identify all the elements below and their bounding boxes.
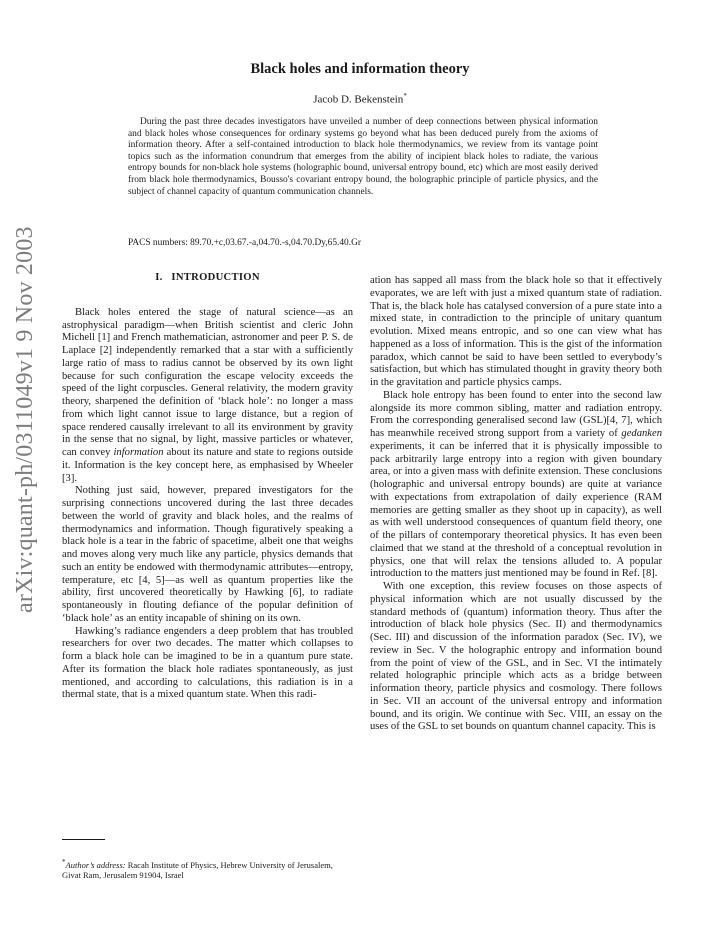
section-heading bbox=[62, 272, 353, 285]
paragraph: Hawking’s radiance engenders a deep problem that has troubled researchers for over two decades. The matter which collapses to form a black hole can be imagined to be in a quantum pure state. After its formation the black hole radiates spontaneously, as just mentioned, and according to calculations, this radiation is in a thermal state, that is a mixed quantum state. When this radi- bbox=[62, 625, 353, 701]
author-name: Jacob D. Bekenstein bbox=[313, 93, 404, 106]
pacs-numbers: PACS numbers: 89.70.+c,03.67.-a,04.70.-s,04.70.Dy,65.40.Gr bbox=[128, 238, 361, 248]
right-column bbox=[370, 275, 662, 734]
footnote bbox=[62, 857, 353, 881]
emphasis: information bbox=[113, 447, 164, 458]
paragraph: Black holes entered the stage of natural science—as an astrophysical paradigm—when British scientist and cleric John Michell [1] and French mathematician, astronomer and peer P. S. de Laplace [2] independently remarked that a star with a sufficiently large ratio of mass to radius cannot be observed by its own light because for such configuration the escape velocity exceeds the speed of the light corpuscles. General relativity, the modern gravity theory, sharpened the definition of ‘black hole’: no longer a mass from which light cannot issue to large distance, but a region of space rendered causally irrelevant to all its environment by gravity in the sense that no signal, by light, massive particles or whatever, can convey information about its nature and state to regions outside it. Information is the key concept here, as emphasised by Wheeler [3]. bbox=[62, 306, 353, 484]
paper-title: Black holes and information theory bbox=[250, 61, 470, 77]
author-footnote-mark: * bbox=[403, 92, 407, 100]
footnote-text: Racah Institute of Physics, Hebrew University of Jerusalem, Givat Ram, Jerusalem 91904, Israel bbox=[62, 859, 333, 881]
author-line bbox=[0, 92, 720, 106]
section-title: INTRODUCTION bbox=[171, 272, 260, 283]
paragraph: With one exception, this review focuses on those aspects of physical information which are not usually discussed by the standard methods of (quantum) information theory. Thus after the introduction of black hole physics (Sec. II) and thermodynamics (Sec. III) and discussion of the information paradox (Sec. IV), we review in Sec. V the holographic entropy and information bound from the point of view of the GSL, and in Sec. VI the intimately related holographic principle which acts as a bridge between information theory, particle physics and cosmology. There follows in Sec. VII an account of the universal entropy and information bound, and its origin. We continue with Sec. VIII, an essay on the uses of the GSL to set bounds on quantum channel capacity. This is bbox=[370, 581, 662, 733]
abstract: During the past three decades investigators have unveiled a number of deep connections between physical information and black holes whose consequences for ordinary systems go beyond what has been deduced purely from the axioms of information theory. After a self-contained introduction to black hole thermodynamics, we review from its vantage point topics such as the information conundrum that emerges from the ability of incipient black holes to radiate, the various entropy bounds for non-black hole systems (holographic bound, universal entropy bound, etc) which are most easily derived from black hole thermodynamics, Bousso's covariant entropy bound, the holographic principle of particle physics, and the subject of channel capacity of quantum communication channels. bbox=[128, 117, 598, 197]
left-column bbox=[62, 272, 353, 702]
arxiv-identifier: arXiv:quant-ph/0311049v1 9 Nov 2003 bbox=[12, 226, 38, 613]
footnote-rule bbox=[62, 839, 105, 840]
paragraph: Black hole entropy has been found to enter into the second law alongside its more common sibling, matter and radiation entropy. From the corresponding generalised second law (GSL)[4, 7], which has meanwhile received strong support from a variety of gedanken experiments, it can be inferred that it is physically impossible to pack arbitrarily large entropy into a region with given boundary area, or into a given mass with definite extension. These conclusions (holographic and universal entropy bounds) are quite at variance with expectations from extrapolation of daily experience (RAM memories are getting smaller as they shoot up in capacity), as well as with well understood consequences of quantum field theory, one of the pillars of contemporary theoretical physics. It has even been claimed that we stand at the threshold of a conceptual revolution in physics, one that will relax the tensions alluded to. A popular introduction to the matters just mentioned may be found in Ref. [8]. bbox=[370, 389, 662, 580]
footnote-mark: * bbox=[62, 858, 66, 866]
section-number: I. bbox=[155, 272, 163, 283]
paragraph: Nothing just said, however, prepared investigators for the surprising connections uncovered during the last three decades between the world of gravity and black holes, and the realms of thermodynamics and information. Though figuratively speaking a black hole is a tear in the fabric of spacetime, albeit one that weighs and moves along very much like any particle, physics demands that such an entity be endowed with thermodynamic attributes—entropy, temperature, etc [4, 5]—as well as quantum properties like the ability, first uncovered theoretically by Hawking [6], to radiate spontaneously in flouting defiance of the popular definition of ‘black hole’ as an entity incapable of shining on its own. bbox=[62, 485, 353, 624]
paragraph: ation has sapped all mass from the black hole so that it effectively evaporates, we are left with just a mixed quantum state of radiation. That is, the black hole has catalysed conversion of a pure state into a mixed state, in contradiction to the principle of unitary quantum evolution. Mixed means entropic, and so one can view what has happened as a loss of information. This is the gist of the information paradox, which cannot be said to have been settled to everybody’s satisfaction, but which has stimulated thought in gravity theory both in the gravitation and particle physics camps. bbox=[370, 275, 662, 388]
emphasis: gedanken bbox=[621, 428, 662, 439]
footnote-label: Author’s address: bbox=[65, 859, 126, 870]
